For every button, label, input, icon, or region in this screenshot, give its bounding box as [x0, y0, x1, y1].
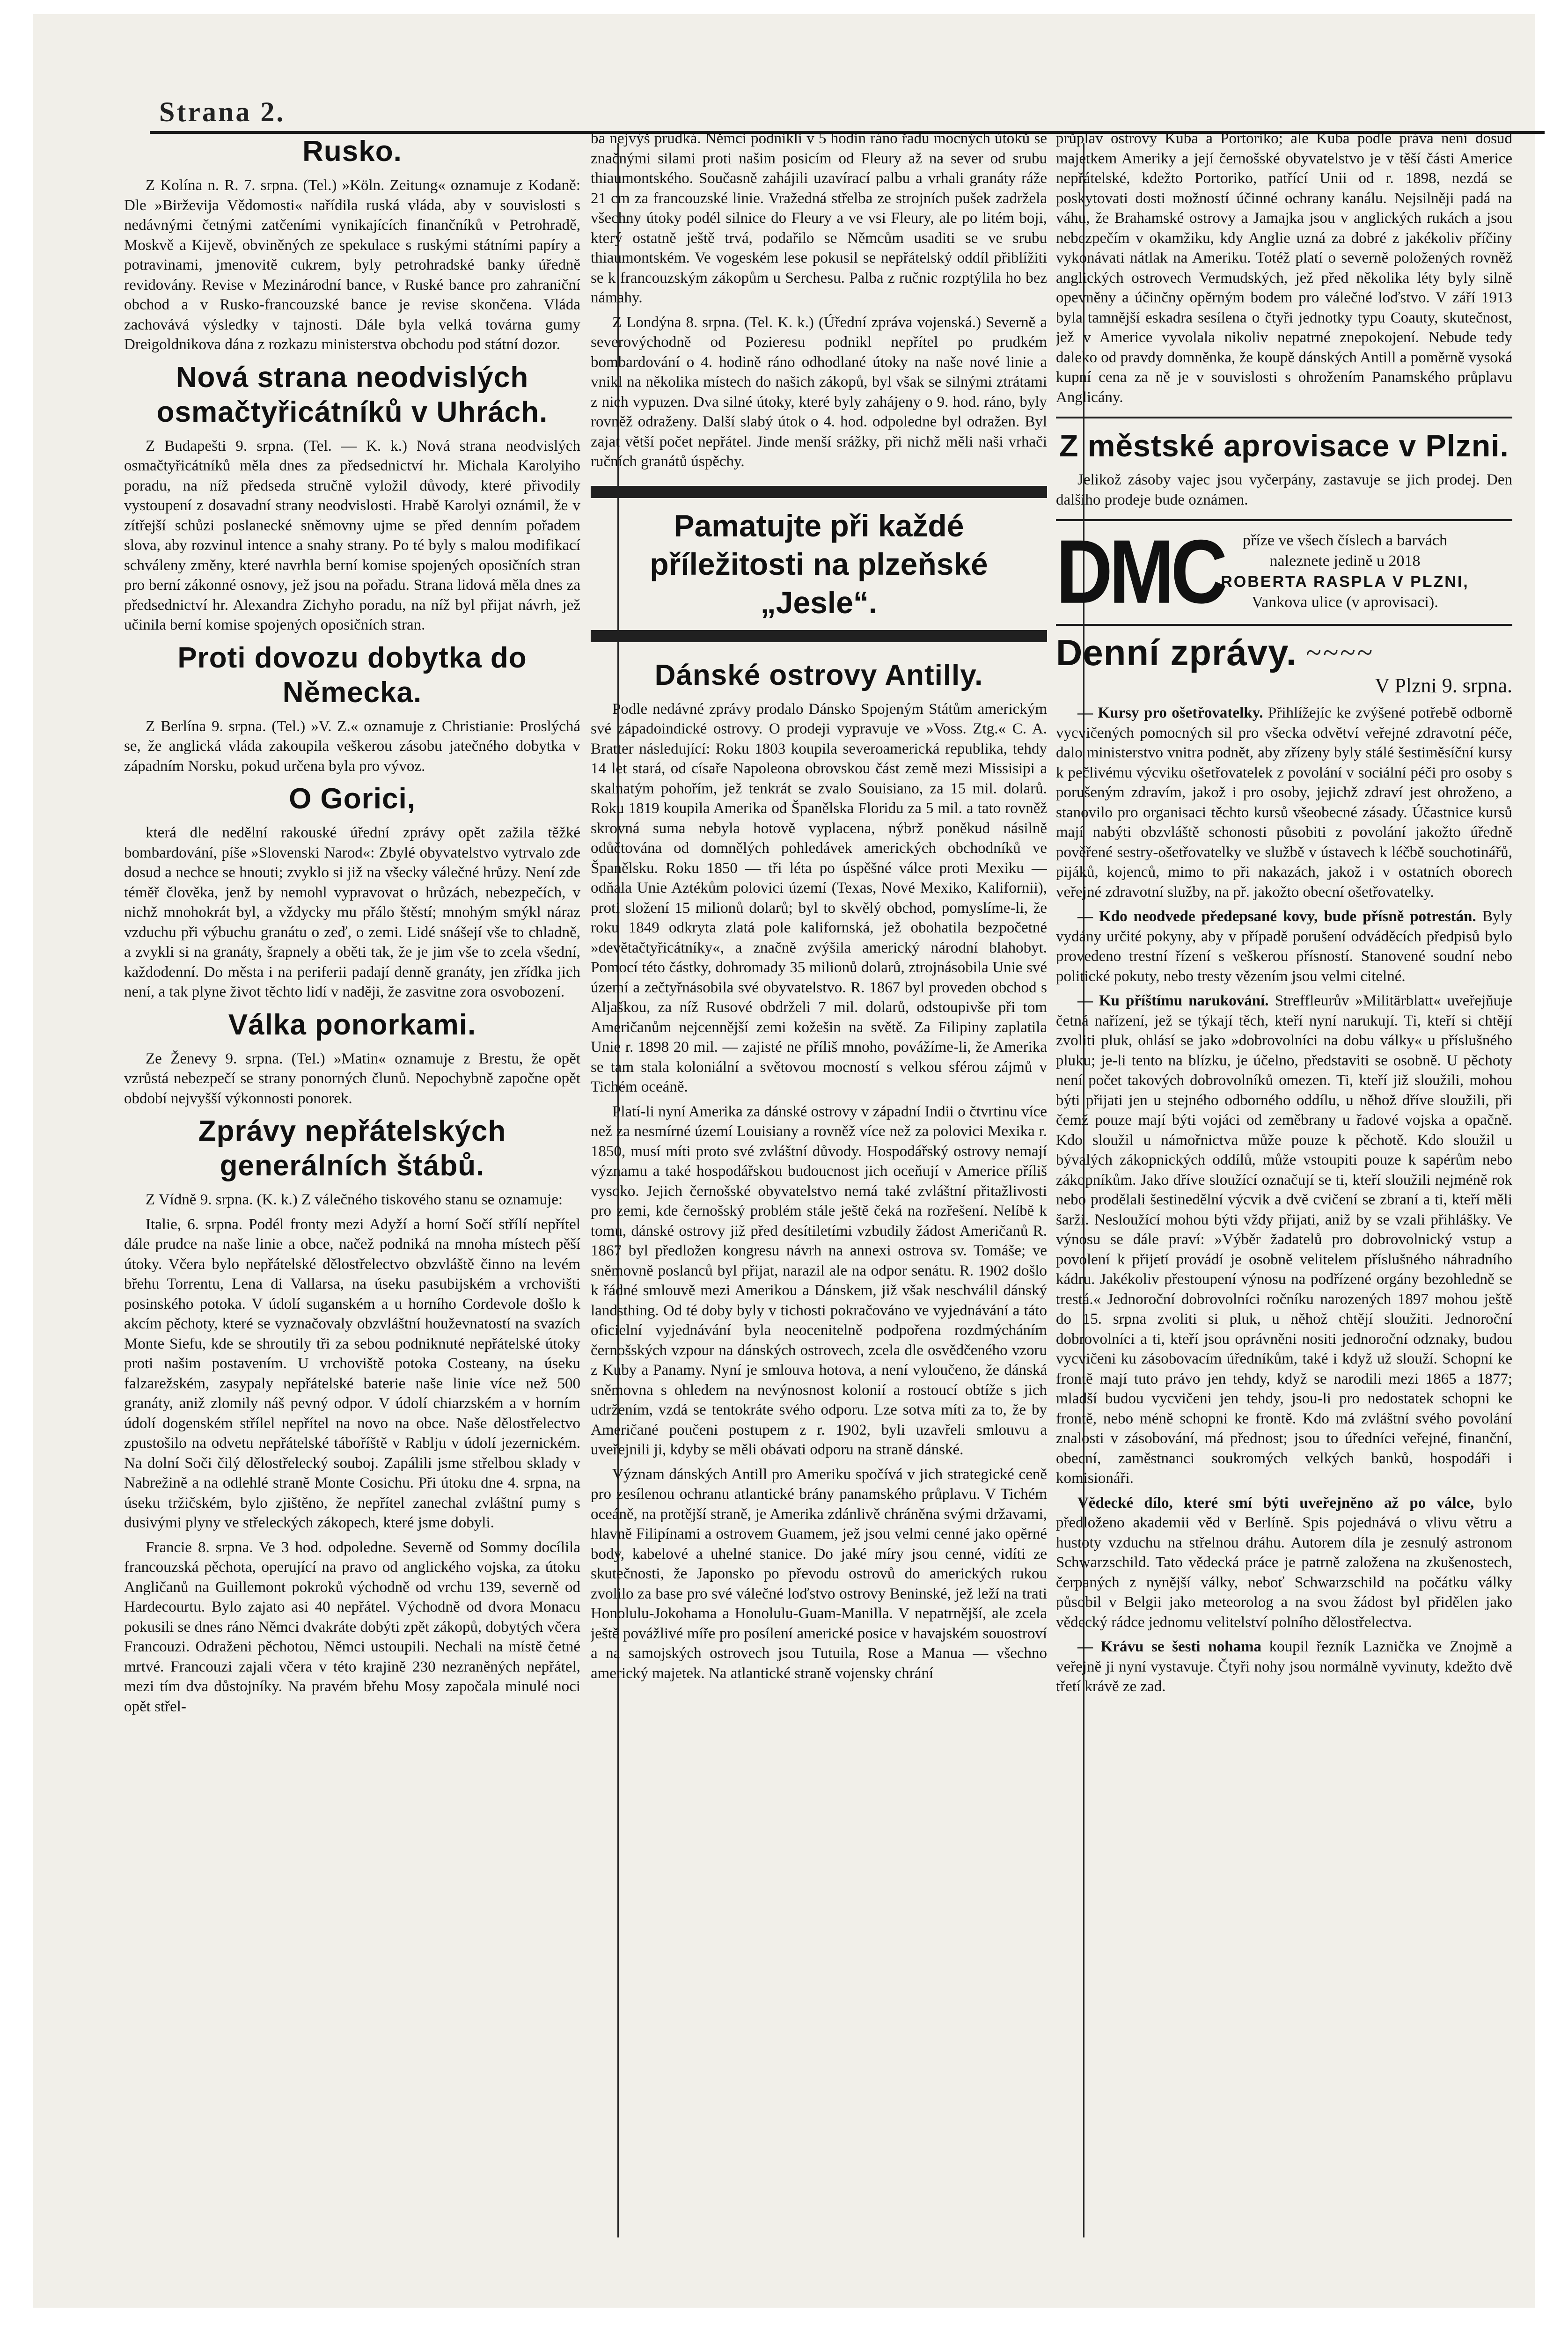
- article-title-ponorky: Válka ponorkami.: [228, 1008, 476, 1041]
- article-title-gorici: O Gorici,: [289, 783, 416, 815]
- dateline-plzen: V Plzni 9. srpna.: [1375, 674, 1512, 697]
- dmc-ad-line-2: naleznete jedině u 2018: [1269, 552, 1421, 570]
- dmc-logo: DMC: [1056, 521, 1224, 623]
- article-body-antilly-3: Význam dánských Antill pro Ameriku spočívá v jich strategické ceně pro zesílenou ochranu atlantické brány panamského průplavu. V Tichém oceáně, na protější straně, je Amerika zdánlivě chráněna svými državami, hlavně Filipínami a ostrovem Guamem, jež jsou velmi cenné jako opěrné body, kabelové a uhelné stanice. Do jaké míry jsou cenné, vidíti ze skutečnosti, že Japonsko po převodu ostrovů do amerických rukou zvolilo za base pro své válečné loďstvo ostrovy Beninské, jež leží na trati Honolulu-Jokohama a Honolulu-Guam-Manilla. V nepatrnější, ale zcela ještě povážlivé míře pro posílení americké posice v havajském souostroví a na samojských ostrovech jsou Tutuila, Rose a Manua — všechno americký majetek. Na atlantické straně vojensky chrání: [591, 1466, 1047, 1682]
- article-title-rusko: Rusko.: [302, 135, 402, 168]
- dmc-ad-line-1: příze ve všech číslech a barvách: [1242, 532, 1448, 549]
- page-number: Strana 2.: [159, 96, 286, 127]
- section-rule-3: [1056, 624, 1512, 626]
- column-3: [1056, 129, 1512, 2255]
- news-item-vedecke-dilo-body: bylo předloženo akademii věd v Berlíně. Spis pojednává o vlivu větru a hustoty vzduchu na střelnou dráhu. Autorem díla je zesnulý astronom Schwarzschild. Tato vědecká práce je patrně založena na zkušenostech, čerpaných z nynější války, neboť Schwarzschild na počátku války působil v Belgii jako meteorolog a na svou žádost byl přidělen jako vědecký rádce jednomu velitelství polního dělostřelectva.: [1056, 1494, 1512, 1631]
- news-item-kursy-head: — Kursy pro ošetřovatelky.: [1077, 704, 1263, 721]
- article-body-continued: ba nejvýš prudká. Němci podnikli v 5 hodin ráno řadu mocných útoků se značnými silami proti našim posicím od Fleury až na sever od srubu thiaumontského. Současně zahájili uzavírací palbu a vrhali granáty ráže 21 cm za francouzské linie. Vražedná střelba ze strojních pušek zadržela všechny útoky podél silnice do Fleury a ve vsi Fleury, ale po litém boji, který ostatně ještě trvá, podařilo se Němcům usaditi se ve srubu thiaumontském. Ve vogeském lese pokusil se nepřátelský oddíl přiblížiti se k francouzským zákopům u Serchesu. Palba z ručnic rozptýlila ho bez námahy.: [591, 130, 1047, 306]
- news-item-kovy-body: Byly vydány určité pokyny, aby v případě porušení odváděcích předpisů bylo provedeno trestní řízení s veškerou přísností. Stanovené soudní nebo politické pokuty, nebo tresty vězením jsou velmi citelné.: [1056, 908, 1512, 985]
- dmc-ad-text: [1178, 530, 1512, 613]
- denni-zpravy-header: [1056, 632, 1512, 673]
- article-body-aprovisace: Jelikož zásoby vajec jsou vyčerpány, zastavuje se jich prodej. Den dalšího prodeje bude oznámen.: [1056, 471, 1512, 508]
- news-item-narukovani-body: Streffleurův »Militärblatt« uveřejňuje četná nařízení, jež se týkají těch, kteří nyní narukují. Ti, kteří si chtějí zvoliti pluk, ohlásí se jako »dobrovolníci na dobu války« u příslušného pluku; je-li tento na blízku, je účelno, představiti se osobně. U pěchoty není počet takových dobrovolníků omezen. Ti, kteří již sloužili, mohou býti přijati jen u stejného odborného oddílu, u něhož dříve sloužili, při čemž pouze mají býti vojáci od zeměbrany u řadové vojska a opačně. Kdo sloužil u námořnictva může pouze k pěchotě. Kdo sloužil u bývalých zákopnických oddílů, může vstoupiti pouze k sapérům nebo zákopníkům. Jako dříve sloužící označují se ti, kteří sloužili nejméně rok nebo prodělali šestinedělní výcvik a dvě cvičení se zbraní a ti, kteří měli šarži. Nesloužící mohou býti vždy přijati, aniž by se vzali přihlášky. Ve výnosu se dále praví: »Výběr žadatelů pro dobrovolnický vstup a povolení k přijetí provádí je osobně velitelem příslušného náhradního kádru. Jakékoliv přestoupení výnosu na podřízené orgány bezohledně se trestá.« Jednoroční dobrovolníci ročníku narozených 1897 mohou ještě do 15. srpna zvoliti si pluk, u něhož chtějí sloužiti. Jednoroční dobrovolníci a ti, kteří jsou oprávněni nositi jednoroční odznaky, budou vycvičeni ku zásobovacím úředníkům, také i když už slouží. Schopní ke frontě mají tuto právo jen tehdy, když se narodili mezi 1865 a 1877; mladší budou vycvičeni jen tehdy, jsou-li pro nedostatek schopni ke frontě, nebo méně schopni ke frontě. Kdo má zvláštní svého povolání znalosti v zásobování, má přednost; jsou to úředníci veřejné, finanční, obecní, zaměstnanci soukromých velkých banků, hospodáři i komisionáři.: [1056, 992, 1512, 1487]
- dmc-ad-shop-name: ROBERTA RASPLA V PLZNI,: [1221, 573, 1469, 591]
- dmc-ad-address: Vankova ulice (v aprovisaci).: [1252, 594, 1438, 611]
- section-title-denni: Denní zprávy.: [1056, 632, 1297, 673]
- article-body-stab-intro: Z Vídně 9. srpna. (K. k.) Z válečného tiskového stanu se oznamuje:: [146, 1191, 563, 1208]
- column-1: [124, 129, 580, 2255]
- article-title-strana: Nová strana neodvislých osmačtyřicátníků v Uhrách.: [156, 361, 548, 428]
- article-body-antilly-1: Podle nedávné zprávy prodalo Dánsko Spojeným Státům americkým své západoindické ostrovy. O prodeji vypravuje ve »Voss. Ztg.« C. A. Bratter následující: Roku 1803 koupila severoamerická republika, tehdy 14 let stará, od císaře Napoleona obrovskou část země mezi Missisipi a skalnatým pohořím, jež tenkrát se zvalo Souisiano, za 15 mil. dolarů. Roku 1819 koupila Amerika od Španělska Floridu za 5 mil. a tato rovněž skrovná suma nebyla hotově vyplacena, nýbrž poněkud násilně odůčtována od domnělých pohledávek amerických obchodníků ve Španělsku. Roku 1850 — tři léta po úspěšné válce proti Mexiku — odňala Unie Aztékům polovici území (Texas, Nové Mexiko, Kalifornii), proti složení 15 milionů dolarů; byl to skvělý obchod, pomyslíme-li, že roku 1849 odkryta zlatá pole kalifornská, jež obohatila bezpočetné »devětačtyřicátníky«, a značně zvýšila americký národní blahobyt. Pomocí této částky, dohromady 35 milionů dolarů, ztrojnásobila Unie své území a zečtyřnásobila své obyvatelstvo. R. 1867 byl proveden obchod s Aljaškou, za níž Rusové obdrželi 7 mil. dolarů, odstoupivše při tom Američanům nejcennější zemi kožešin na světě. Za Filipiny zaplatila Unie r. 1898 20 mil. — zajisté ne příliš mnoho, povážíme-li, že Amerika se tam stala koloniální a světovou mocností s velkou sférou zájmů v Tichém oceáně.: [591, 700, 1047, 1095]
- article-body-stab-italie: Italie, 6. srpna. Podél fronty mezi Adyží a horní Sočí střílí nepřítel dále prudce na naše linie a obce, načež podniká na mnoha místech pěší útoky. Včera bylo nepřátelské dělostřelectvo obzvláště činno na levém břehu Torrentu, Lena di Vallarsa, na úseku pasubijském a vrchovišti posinského potoka. V údolí suganském a u horního Cordevole došlo k akcím pěchoty, které se vyznačovaly obzvláštní houževnatostí na svazích Monte Siefu, kde se shroutily tři za sebou podniknuté nepřátelské útoky proti našim postavením. U vrchoviště potoka Costeany, na úseku falzarežském, zasypaly nepřátelské baterie naše linie více než 500 granáty, aniž zlomily náš pevný odpor. V údolí chiarzském a v horním údolí dogenském střílel nepřítel na novo na obce. Naše dělostřelectvo zpustošilo na odvetu nepřátelské táboříště v Rablju v údolí jezernickém. Na dolní Soči čilý dělostřelecký souboj. Zapálili jsme střelbou sklady v Nabrežině a na odlehlé straně Monte Cosichu. Při útoku dne 4. srpna, na úseku tržičském, bylo zjištěno, že nepřítel zanechal zvláštní pumy s dusivými plyny ve střeleckých zákopech, které jsme dobyli.: [124, 1216, 580, 1531]
- article-body-gorici: která dle nedělní rakouské úřední zprávy opět zažila těžké bombardování, píše »Slovenski Narod«: Zbylé obyvatelstvo vytrvalo zde dosud a nechce se hnouti; zvyklo si již na všecky válečné hrůzy. Není zde téměř člověka, jenž by nemohl vypravovat o hrůzách, nebezpečích, v nichž mnohokrát byl, a vždycky mu přálo štěstí; mnohým smýkl náraz vzduchu při výbuchu granátu o zeď, o zemi. Lidé snášejí vše to chladně, a zvykli si na granáty, šrapnely a oběti tak, že je jim vše to zcela všední, každodenní. Do města i na periferii padají denně granáty, jen zřídka jich není, a tak plyne život těchto lidí v naději, že zasvitne zora osvobození.: [124, 824, 580, 1000]
- article-body-dobytek: Z Berlína 9. srpna. (Tel.) »V. Z.« oznamuje z Christianie: Proslýchá se, že anglická vláda zakoupila veškerou zásobu jatečného dobytka v západním Norsku, pokud určena byla pro vývoz.: [124, 718, 580, 775]
- news-item-krava: [1056, 1637, 1512, 1697]
- article-title-aprovisace: Z městské aprovisace v Plzni.: [1059, 428, 1509, 463]
- article-body-strana: Z Budapešti 9. srpna. (Tel. — K. k.) Nová strana neodvislých osmačtyřicátníků měla dnes za předsednictví hr. Michala Karolyiho poradu, na níž předseda stručně vyložil důvody, které přivodily vystoupení z dosavadní strany neodvislosti. Hrabě Karolyi oznámil, že v zítřejší schůzi poslanecké sněmovny ujme se před denním pořadem slova, aby rozvinul intence a snahy strany. Po té byly s malou modifikací schváleny změny, které navrhla berní komise spojených oposičních stran pro berní zákonné osnovy, jež jsou na pořadu. Strana lidová měla dnes za předsednictví hr. Alexandra Zichyho poradu, na níž byl přijat návrh, jež učinila berní komise spojených oposičních stran.: [124, 437, 580, 633]
- article-title-antilly: Dánské ostrovy Antilly.: [654, 659, 983, 691]
- article-body-stab-francie: Francie 8. srpna. Ve 3 hod. odpoledne. Severně od Sommy docílila francouzská pěchota, operující na pravo od anglického vojska, za útoku Angličanů na Guillemont pokroků východně od vrchu 139, severně od Hardecourtu. Bylo zajato asi 40 nepřátel. Východně od dvora Monacu pokusili se dnes ráno Němci dvakráte dobýti zpět zákopů, dobytých včera Francouzi. Odraženi pěchotou, Němci ustoupili. Nechali na místě četné mrtvé. Francouzi zajali včera v této krajině 230 nezraněných nepřátel, mezi tím dva důstojníky. Na pravém břehu Mosy započala minulé noci opět střel-: [124, 1539, 580, 1715]
- news-item-krava-head: — Krávu se šesti nohama: [1077, 1638, 1261, 1655]
- article-body-antilly-continued: průplav ostrovy Kuba a Portoriko; ale Kuba podle práva není dosud majetkem Ameriky a její černošské obyvatelstvo je v těší části Americe nepřátelské, kdežto Portoriko, patřící Unii od r. 1898, nezdá se poskytovati dosti možností účinné ochrany kanálu. Nejsilněji padá na váhu, že Brahamské ostrovy a Jamajka jsou v anglických rukách a jsou nebezpečím v okamžiku, kdy Anglie uzná za dobré z jakékoliv příčiny vykonávati nátlak na Ameriku. Totéž platí o severně položených rovněž anglických ostrovech Vermudských, jež před několika léty byly silně opevněny a účinčny opěrným bodem pro válečné loďstvo. V září 1913 byla tamnější eskadra sesílena o čtyři jednotky typu Coauty, skutečnost, jež v Americe vyvolala nikoliv nepatrné znepokojení. Nebude tedy dalekо od pravdy domněnka, že koupě dánských Antill a poměrně vysoká kupní cena za ně je v souvislosti s ohrožením Panamského průplavu Anglicány.: [1056, 130, 1512, 406]
- article-title-dobytek: Proti dovozu dobytka do Německa.: [177, 641, 527, 709]
- news-item-vedecke-dilo: [1056, 1493, 1512, 1633]
- section-rule: [1056, 417, 1512, 418]
- news-item-kovy: [1056, 907, 1512, 986]
- article-body-antilly-2: Platí-li nyní Amerika za dánské ostrovy v západní Indii o čtvrtinu více než za nesmírné území Louisiany a rovněž více než za polovici Mexika r. 1850, musí míti proto své zvláštní důvody. Hospodářský ostrovy nemají významu a také hospodářskou budoucnost jich oceňují v Americe příliš vysoko. Jejich černošské obyvatelstvo nemá také zvláštní přitažlivosti pro zemi, kde černošský problém stále ještě čeká na rozřešení. Nelíbě k tomu, dánské ostrovy již před desítiletími vzbudily žádost Američanů R. 1867 byl předložen kongresu návrh na annexi ostrova sv. Tomáše; ve sněmovně poslanců byl přijat, narazil ale na odpor senátu. R. 1902 došlo k řádné smlouvě mezi Amerikou a Dánskem, již však neschválil dánský landsthing. Od té doby byly v tichosti pokračováno ve vyjednávání a táto oficielní vyjednávání byla neocenitelně podpořena rozdmýcháním černošských vzpour na dánských ostrovech, zcela dle osvědčeného vzoru z Kuby a Panamy. Nyní je smlouva hotova, a není vyloučeno, že dánská sněmovna s ohledem na nevýnosnost kolonií a rostoucí obtíže s jich udržením, vzdá se tentokráte svého odporu. Lze sotva míti za to, že by Američané poučeni postupem z r. 1902, byli uzavřeli smlouvu a uveřejnili ji, kdyby se měli obávati odporu na straně dánské.: [591, 1103, 1047, 1458]
- jesle-advertisement: Pamatujte při každé příležitosti na plzeňské „Jesle“.: [591, 486, 1047, 642]
- news-item-kursy: [1056, 703, 1512, 902]
- news-item-narukovani-head: — Ku příštímu narukování.: [1077, 992, 1269, 1009]
- article-body-rusko: Z Kolína n. R. 7. srpna. (Tel.) »Köln. Zeitung« oznamuje z Kodaně: Dle »Birževija Vědomosti« nařídila ruská vláda, aby v souvislosti s nedávnými četnými zatčeními vynikajících finančníků v Petrohradě, Moskvě a Kijevě, obviněných ze spekulace s ruskými státními papíry a potravinami, jmenovitě cukrem, byly petrohradské banky úředně revidovány. Revise v Mezinárodní bance, v Ruské bance pro zahraniční obchod a v Rusko-francouzské bance je revise skončena. Vláda zachovává výsledky v tajnosti. Dále byla velká továrna gumy Dreigoldnikova dána z rozkazu ministerstva obchodu pod státní dozor.: [124, 177, 580, 353]
- flourish-ornament: ~~~~: [1306, 637, 1375, 668]
- article-body-london: Z Londýna 8. srpna. (Tel. K. k.) (Úřední zpráva vojenská.) Severně a severovýchodně od Pozieresu podnikl nepřítel po prudkém bombardování o 4. hodině ráno odhodlané útoky na naše nové linie a vnikl na několika místech do našich zákopů, byl však se silnými ztrátami z nich vypuzen. Dva silné útoky, které byly zahájeny o 9. hod. ráno, byly rovněž odraženy. Další slabý útok o 4. hod. odpoledne byl odražen. Byl zajat větší počet nepřátel. Jinde menší srážky, při nichž měli naši vrhači ručních granátů úspěchy.: [591, 314, 1047, 470]
- news-item-krava-body: koupil řezník Laznička ve Znojmě a veřejně ji nyní vystavuje. Čtyři nohy jsou normálně vyvinuty, kdežto dvě třetí krávě ze zad.: [1056, 1638, 1512, 1695]
- article-title-stab: Zprávy nepřátelských generálních štábů.: [198, 1115, 506, 1182]
- column-2: [591, 129, 1047, 2255]
- dmc-advertisement: [1056, 521, 1512, 623]
- article-body-ponorky: Ze Ženevy 9. srpna. (Tel.) »Matin« oznamuje z Brestu, že opět vzrůstá nebezpečí se strany ponorných člunů. Nepochybně započne opět období nejvyšší výkonnosti ponorek.: [124, 1050, 580, 1107]
- news-item-kursy-body: Přihlížejíc ke zvýšené potřebě odborně vycvičených pomocných sil pro všecka odvětví veřejné zdravotní péče, dalo ministerstvo vnitra podnět, aby zřízeny byly stálé šestiměsíční kursy k pečlivému výcviku ošetřovatelek z povolání v sociální péči pro osoby s porušeným zdravím, jakož i pro osoby, jejichž zdraví jest ohroženo, a stanovilo pro organisaci těchto kursů všeobecné zásady. Účastnice kursů mají nabýti obzvláště schonosti působiti z povolání jakožto úředně pověřené sestry-ošetřovatelky ve službě v ústavech k léčbě souchotinářů, pijáků, kojenců, mimo to při nakazách, jakož i v ostatních oborech veřejné zdravotní služby, na př. jakožto obecní ošetřovatelky.: [1056, 704, 1512, 901]
- news-item-kovy-head: — Kdo neodvede předepsané kovy, bude přísně potrestán.: [1077, 908, 1476, 925]
- news-item-narukovani: [1056, 991, 1512, 1489]
- news-item-vedecke-dilo-head: Vědecké dílo, které smí býti uveřejněno až po válce,: [1077, 1494, 1474, 1511]
